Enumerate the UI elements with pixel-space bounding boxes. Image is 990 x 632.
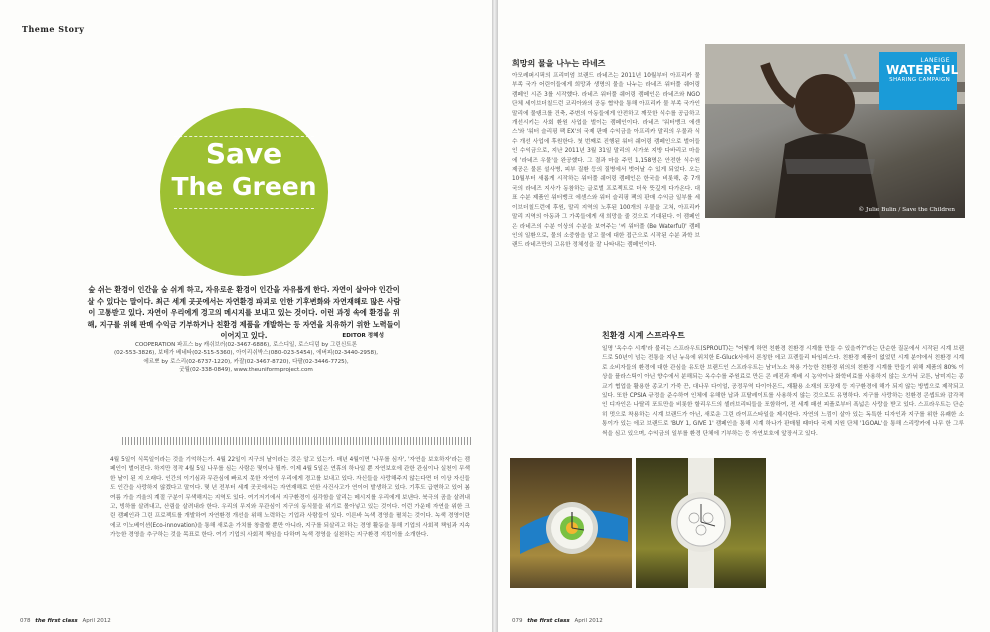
title-circle bbox=[160, 108, 328, 276]
article-sprout-top: 일명 '옥수수 시계'라 불리는 스프라우트(SPROUT)는 "어떻게 하면 친환경 친환경 시계를 만들 수 있을까?"라는 단순한 질문에서 시작된 시계 브랜드로 50년이 넘는 전통을 지닌 뉴욕에 위치한 E-Gluck사에서 론칭한 에코 프렌들리 타임피스다. 친환경 제품이 없었던 시계 분야에서 친환경 시계로 소비자들의 환경에 대한 관심을 유도한 브랜드인 스프라우트는 남녀노소 착용 가능한 친환경 위의의 친환경 시계를 만들기 위해 제품의 80% 이상을 플라스틱이 아닌 향수에서 분해되는 옥수수를 주원료로 만든 콘 레진과 재배 시 농약이나 화학비료를 사용하지 않는 오가닉 코튼, 남미지는 종교기 협업을 활용한 종교기 가죽 끈, 대나무 다이얼, 공정무역 다이아몬드, 재활용 소재의 포장재 등 지구환경에 해가 되지 않는 방법으로 제작되고 있다. 또한 CPSIA 규정을 준수하여 인체에 유해한 납과 프탈레이트를 사용하지 않는 것으로도 유명하다. 지구를 사랑하는 친환경 콘셉트와 감각적인 디자인은 나탈리 포트만을 비롯한 할리우드의 셀러브리티들을 포함하여, 전 세계 패션 피플로부터 폭넓은 사랑을 받고 있다. 스프라우트는 단순히 멋으로 착용하는 시계 브랜드가 아닌, 새로운 그린 라이프스타일을 제시한다. 자연의 느낌이 살아 있는 독특한 디자인과 지구를 위한 유쾌한 소통이가 있는 에코 브랜드로 'BUY 1, GIVE 1' 캠페인을 통해 시계 하나가 판매될 때마다 국제 지원 단체 '1GOAL'을 통해 스리랑카에 나무 한 그루씩을 심고 있으며, 수익금의 일부를 환경 단체에 기부하는 등 자연보호에 앞장서고 있다. bbox=[602, 346, 964, 437]
article-sprout-column bbox=[774, 450, 964, 600]
lead-paragraph: 숲 쉬는 환경이 인간을 숨 쉬게 하고, 자유로운 환경이 인간을 자유롭게 한다. 자연이 살아야 인간이 살 수 있다는 말이다. 최근 세계 곳곳에서는 자연환경 파괴로 인한 기후변화와 자연재해로 많은 사람이 고통받고 있다. 자연이 우리에게 경고의 메시지를 보내고 있는 것이다. 이런 과정 속에 환경을 위해, 지구를 위해 판매 수익금 기부하거나 친환경 제품을 개발하는 등 자연을 치유하기 위한 노력들이 이어지고 있다. bbox=[87, 285, 401, 340]
cooperation-line: COOPERATION 파프스 by 캐쉬브러(02-3467-6886), 로스디일, 로스디덤 by 그린신트론 bbox=[134, 341, 358, 348]
badge-title: WATERFUL bbox=[886, 63, 959, 77]
magazine-name: the first class bbox=[527, 618, 570, 624]
section-label: Theme Story bbox=[22, 24, 85, 34]
issue-date: April 2012 bbox=[574, 618, 603, 624]
body-paragraph: 4월 5일이 식목일이라는 것을 기억하는가. 4월 22일이 지구의 날이라는 것은 알고 있는가. 매년 4월이면 '나무를 심자', '자연을 보호하자'라는 캠페인이 벌어진다. 하지만 정작 4월 5일 나무를 심는 사람은 몇이나 될까. 이제 4월 5일은 연휴의 하나일 뿐 자연보호에 관한 관심이나 실천이 무색한 날이 된 지 오래다. 인간의 이기심과 무관심에 빠르지 못한 자연이 우리에게 경고를 보내고 있다. 자신들을 사랑해주지 않는다면 더 이상 자신들도 인간을 사랑하지 않겠다고 말이다. 몇 년 전부터 세계 곳곳에서는 자연재해로 인한 사건사고가 연이어 발생하고 있다. 기후도 급변하고 있어 봄 여름 가을 겨울의 계절 구분이 무색해지는 지역도 있다. 여기저기에서 지구환경이 심각함을 알리는 메시지를 우리에게 보낸다. 북극의 곰을 살려내고, 빙하를 살려내고, 산림을 살려내라 한다. 우리의 무지와 무관심이 지구의 동식물을 위기로 몰아넣고 있는 것이다. 이런 가운데 자연을 위한 크린 캠페인과 그린 프로젝트를 개발하여 자연환경 개선을 위해 노력하는 기업과 사람들이 있다. 이른바 녹색 경영을 펼치는 것이다. 녹색 경영이란 에코 이노베이션(Eco-innovation)을 통해 새로운 가치를 창출할 뿐만 아니라, 지구를 되살리고 하는 경영 활동을 통해 기업의 사회적 책임과 지속 가능한 경영을 추구하는 것을 목표로 한다. 여기 기업의 사회적 책임을 다하며 녹색 경영을 실천하는 지구환경 지킴이를 소개한다. bbox=[110, 457, 470, 539]
credits-block bbox=[108, 332, 384, 375]
folio bbox=[20, 618, 111, 624]
folio bbox=[512, 618, 603, 624]
heading-sprout: 친환경 시계 스프라우트 bbox=[602, 331, 685, 340]
heading-laneige: 희망의 물을 나누는 라네즈 bbox=[512, 59, 606, 68]
hatch-divider bbox=[122, 437, 472, 445]
blue-watch-photo bbox=[510, 458, 632, 588]
page-number: 079 bbox=[512, 618, 523, 624]
photo-credit: © Julie Bulin / Save the Children bbox=[858, 207, 955, 213]
cooperation-line: (02-553-3826), 보테가 베네타(02-515-5360), 아이리쉬박스(080-023-5454), 에버피(02-3440-2958), bbox=[113, 350, 379, 357]
editor-credit: EDITOR 정혜성 bbox=[342, 333, 384, 339]
bottom-dashed-line bbox=[174, 208, 314, 209]
magazine-name: the first class bbox=[35, 618, 78, 624]
campaign-badge bbox=[879, 52, 957, 110]
issue-date: April 2012 bbox=[82, 618, 111, 624]
title-line-2: The Green bbox=[171, 172, 317, 201]
white-watch-photo bbox=[636, 458, 766, 588]
title-line-1: Save bbox=[205, 137, 283, 170]
badge-brand: LANEIGE bbox=[920, 57, 950, 64]
cooperation-line: 굿월(02-338-0849), www.theuniformproject.com bbox=[179, 367, 313, 374]
cooperation-line: 에르뽀 by 로스리(02-6737-1220), 카잘(02-3467-8720), 다팔(02-3446-7725), bbox=[143, 358, 349, 365]
article-laneige-column: 아모레퍼시픽의 프리미엄 브랜드 라네즈는 2011년 10월부터 아프리카 물 부족 국가 어린이들에게 희망과 생명의 물을 나누는 라네즈 워터풀 쉐어링 캠페인 시즌 3를 시작했다. 라네즈 워터풀 쉐어링 캠페인은 라네즈와 NGO 단체 세이브더칠드런 코리아와의 공동 협약을 통해 아프리카 물 부족 국가인 말리에 물탱크를 건축, 주변의 아동들에게 안전하고 깨끗한 식수를 공급하고 개선시키는 사회 환원 사업을 벌이는 캠페인이다. 라네즈 '워터뱅크 에센스'와 '워터 슬리핑 팩 EX'의 국제 판매 수익금을 아프리카 말리의 우물과 식수 개선 사업에 후원한다. 첫 번째로 진행된 워터 쉐어링 캠페인으로 벌어들인 수익금으로, 지난 2011년 3월 31일 말리의 시가쏘 지방 다바리코 마을에 '라네즈 우물'을 완공했다. 그 결과 마을 주민 1,158명은 안전한 식수원 제공은 물론 설사병, 피부 질환 등의 질병에서 벗어날 수 있게 되었다. 오는 10월부터 새롭게 시작하는 워터풀 쉐어링 캠페인은 한국을 비롯해, 총 7개국의 라네즈 지사가 동참하는 글로벌 프로젝트로 더욱 뜻깊게 다가온다. 대표 수분 제품인 워터뱅크 에센스와 워터 슬리핑 팩의 판매 수익금 일부를 세이브더칠드런에 후원, 말리 지역의 노후된 100개의 우물을 고쳐, 아프리카 말리 지역의 아동과 그 가족들에게 새 희망을 줄 것으로 기대된다. 이 캠페인은 라네즈의 수분 이상의 수분을 보여주는 '씨 워터풀 (Be Waterful)' 캠페인의 일환으로, 물의 소중함을 알고 물에 대한 접근으로 시작된 수분 과학 브랜드 라네즈만의 고유한 정체성을 잘 나타내는 캠페인이다. bbox=[512, 73, 700, 249]
child-drinking-water-photo bbox=[705, 44, 965, 218]
badge-subtitle: SHARING CAMPAIGN bbox=[889, 77, 950, 83]
white-watch-illustration bbox=[636, 458, 766, 588]
article-laneige-continued bbox=[512, 220, 964, 316]
right-page bbox=[498, 0, 990, 632]
left-page bbox=[0, 0, 492, 632]
blue-watch-illustration bbox=[510, 458, 632, 588]
page-number: 078 bbox=[20, 618, 31, 624]
